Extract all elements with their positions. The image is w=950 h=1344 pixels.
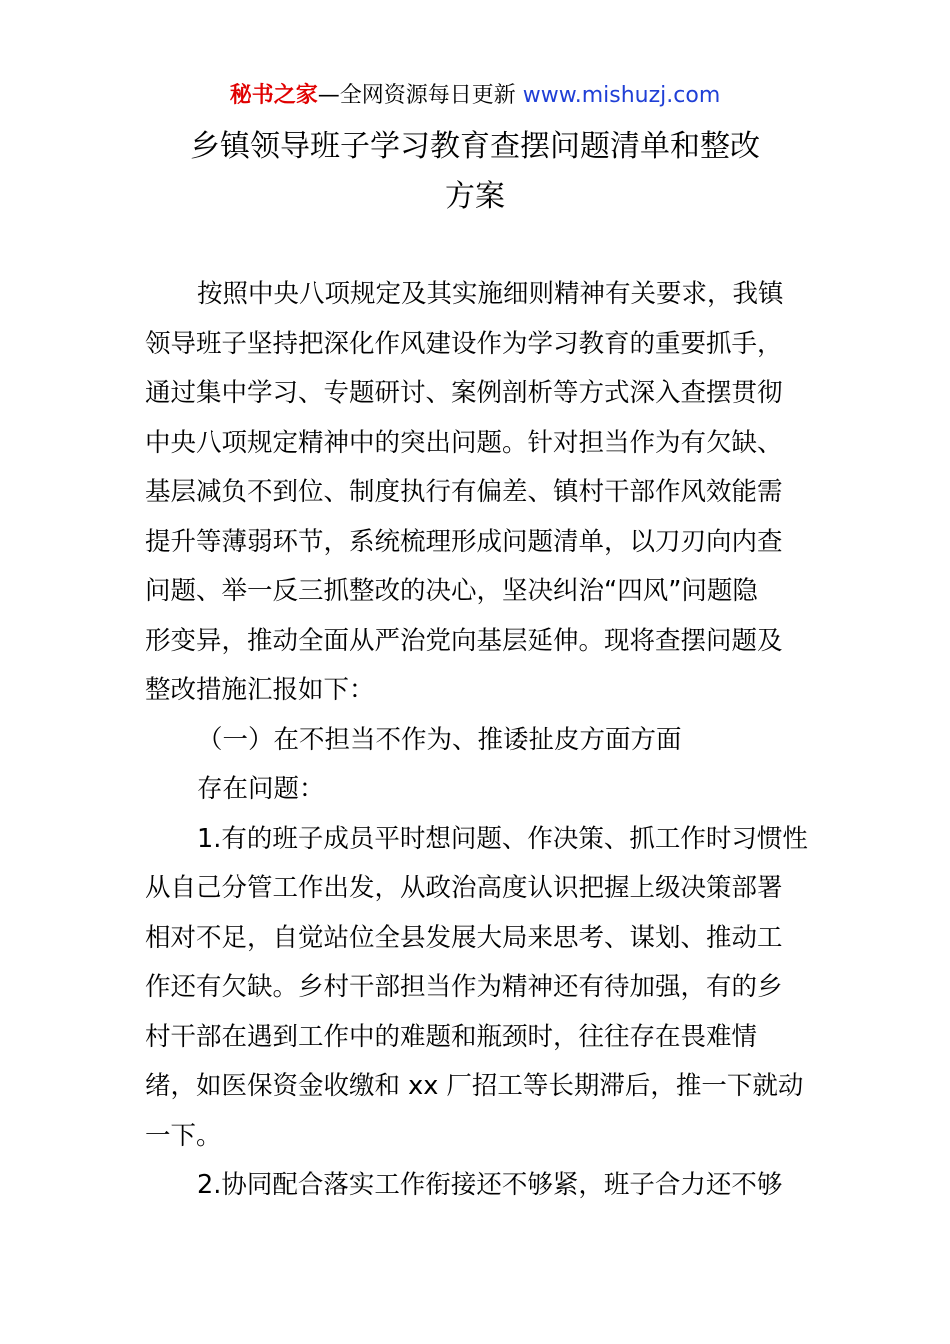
document-title-line-2: 方案	[445, 179, 505, 214]
section-heading: （一）在不担当不作为、推诿扯皮方面方面	[197, 724, 682, 755]
site-brand: 秘书之家	[229, 83, 318, 108]
body-line: 村干部在遇到工作中的难题和瓶颈时，往往存在畏难情	[145, 1021, 758, 1052]
site-url[interactable]: www.mishuzj.com	[522, 83, 721, 108]
subsection-label: 存在问题：	[197, 774, 325, 804]
body-line: 通过集中学习、专题研讨、案例剖析等方式深入查摆贯彻	[145, 378, 783, 408]
body-line: 问题、举一反三抓整改的决心，坚决纠治“四风”问题隐	[145, 576, 758, 606]
body-line: 一下。	[145, 1120, 222, 1151]
document-title-line-1: 乡镇领导班子学习教育查摆问题清单和整改	[190, 129, 760, 164]
body-line: 基层减负不到位、制度执行有偏差、镇村干部作风效能需	[145, 477, 783, 507]
body-line: 2.协同配合落实工作衔接还不够紧，班子合力还不够	[197, 1170, 783, 1200]
body-line: 作还有欠缺。乡村干部担当作为精神还有待加强，有的乡	[145, 972, 783, 1002]
body-line: 形变异，推动全面从严治党向基层延伸。现将查摆问题及	[145, 625, 783, 656]
body-line: 提升等薄弱环节，系统梳理形成问题清单，以刀刃向内查	[145, 526, 783, 557]
body-line: 绪，如医保资金收缴和 xx 厂招工等长期滞后，推一下就动	[145, 1071, 804, 1101]
body-line: 按照中央八项规定及其实施细则精神有关要求，我镇	[197, 279, 784, 309]
document-body	[145, 270, 825, 1211]
site-tagline: —全网资源每日更新	[317, 83, 523, 108]
body-line: 整改措施汇报如下：	[145, 675, 375, 705]
body-line: 1.有的班子成员平时想问题、作决策、抓工作时习惯性	[197, 823, 808, 854]
body-line: 从自己分管工作出发，从政治高度认识把握上级决策部署	[145, 873, 783, 903]
site-header	[0, 80, 950, 112]
body-line: 中央八项规定精神中的突出问题。针对担当作为有欠缺、	[145, 427, 783, 458]
body-line: 领导班子坚持把深化作风建设作为学习教育的重要抓手，	[145, 328, 783, 359]
body-line: 相对不足，自觉站位全县发展大局来思考、谋划、推动工	[145, 922, 783, 953]
